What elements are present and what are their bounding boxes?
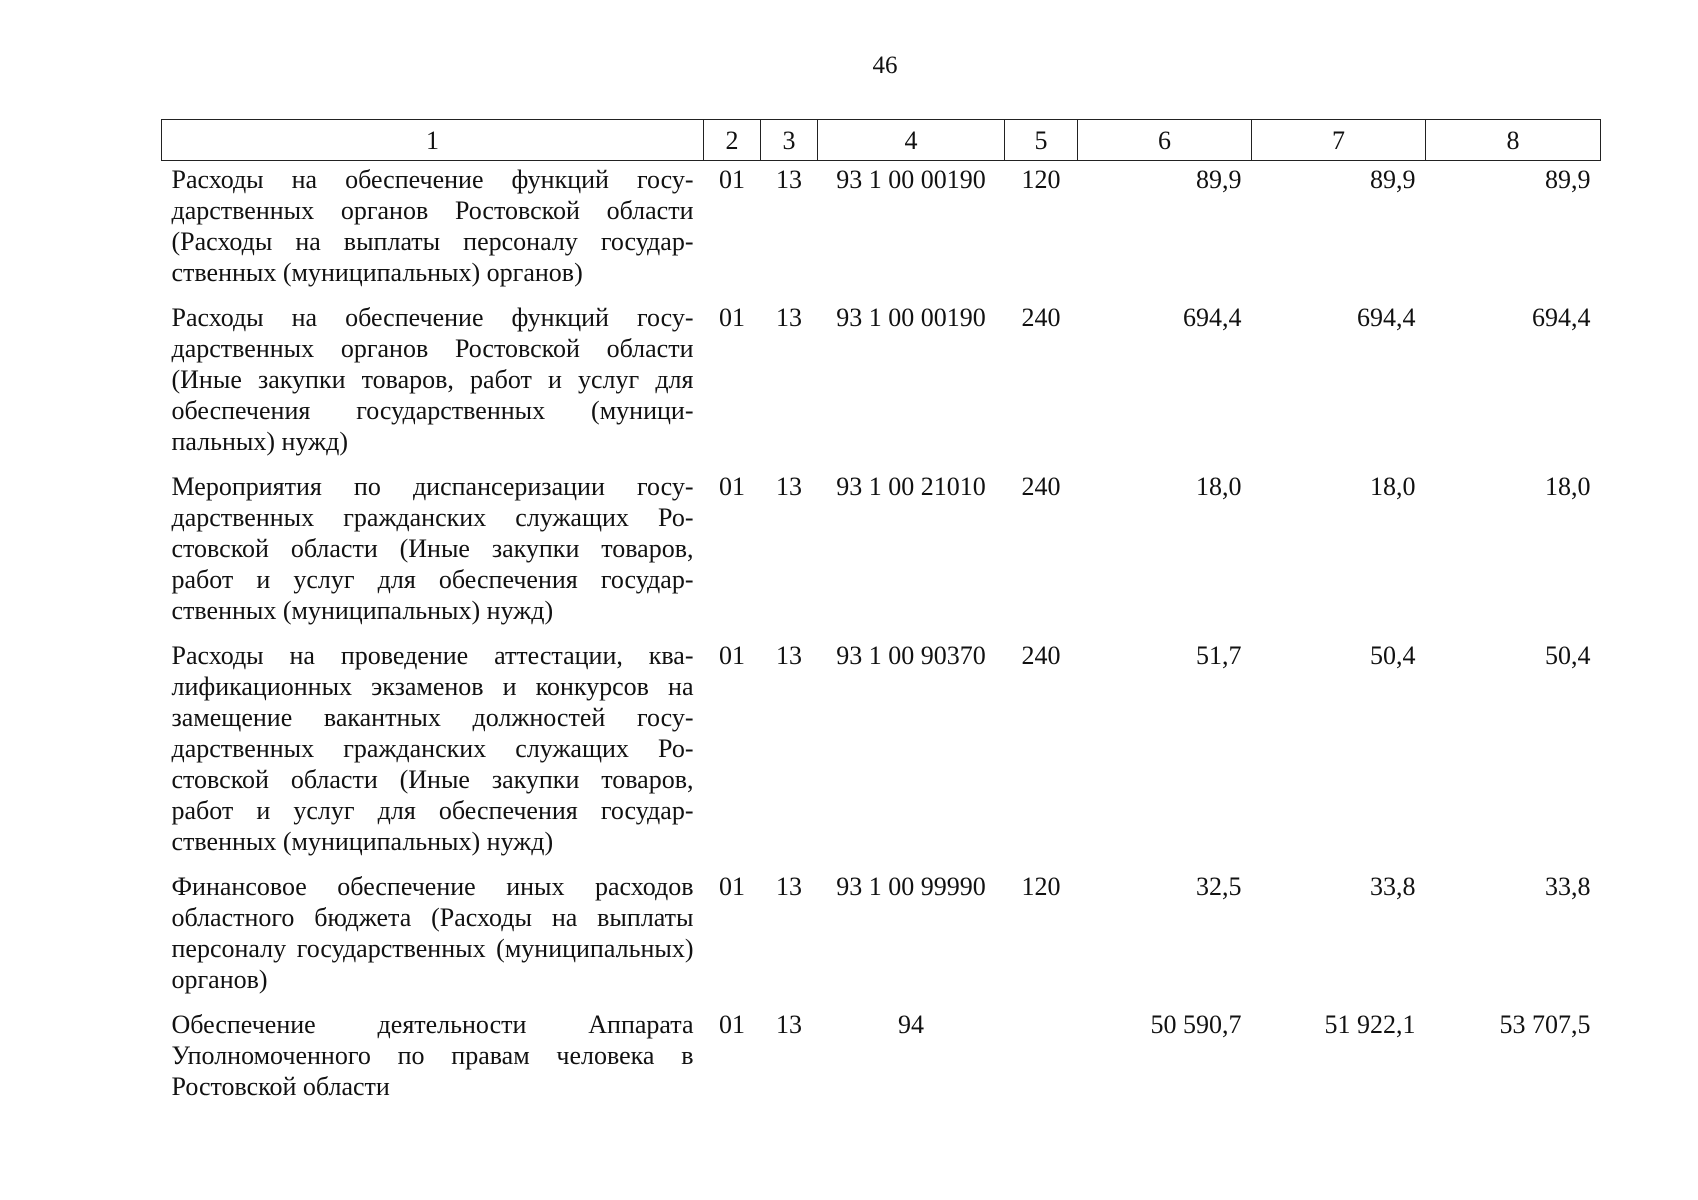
header-row	[162, 120, 1601, 161]
table-row	[162, 299, 1601, 468]
header-col-2: 2	[704, 120, 761, 161]
header-col-3: 3	[761, 120, 818, 161]
header-col-1: 1	[162, 120, 704, 161]
row-section: 01	[719, 1010, 745, 1039]
table-row	[162, 161, 1601, 300]
row-amount-3: 694,4	[1532, 303, 1591, 332]
row-expense-type: 120	[1021, 872, 1061, 901]
header-col-7: 7	[1252, 120, 1426, 161]
header-col-6: 6	[1078, 120, 1252, 161]
row-section: 01	[719, 872, 745, 901]
row-amount-1: 694,4	[1183, 303, 1242, 332]
row-amount-2: 694,4	[1357, 303, 1416, 332]
header-col-5: 5	[1005, 120, 1078, 161]
row-amount-2: 50,4	[1370, 641, 1416, 670]
row-subsection: 13	[776, 641, 802, 670]
table-row	[162, 637, 1601, 868]
row-subsection: 13	[776, 303, 802, 332]
row-section: 01	[719, 472, 745, 501]
row-name: Расходы на проведение аттестации, квалификационных экзаменов и конкурсов на замещение вакантных должностей государственных гражданских служащих Ростовской области (Иные закупки товаров, работ и услуг для обеспечения государственных (муниципальных) нужд)	[171, 641, 694, 856]
row-target-code: 94	[898, 1010, 924, 1039]
row-section: 01	[719, 165, 745, 194]
page-number: 46	[872, 52, 898, 79]
row-target-code: 93 1 00 99990	[836, 872, 986, 901]
table-header	[162, 120, 1601, 161]
row-expense-type	[1005, 1006, 1078, 1113]
row-target-code: 93 1 00 90370	[836, 641, 986, 670]
row-amount-3: 53 707,5	[1499, 1010, 1591, 1039]
row-amount-1: 18,0	[1196, 472, 1242, 501]
table-row	[162, 868, 1601, 1006]
table-body	[162, 161, 1601, 1114]
row-amount-2: 33,8	[1370, 872, 1416, 901]
row-amount-3: 89,9	[1545, 165, 1591, 194]
row-amount-1: 89,9	[1196, 165, 1242, 194]
row-target-code: 93 1 00 21010	[836, 472, 986, 501]
row-expense-type: 240	[1021, 472, 1061, 501]
row-amount-2: 51 922,1	[1324, 1010, 1416, 1039]
row-target-code: 93 1 00 00190	[836, 303, 986, 332]
header-col-8: 8	[1426, 120, 1601, 161]
table-row	[162, 468, 1601, 637]
row-amount-3: 50,4	[1545, 641, 1591, 670]
row-amount-3: 18,0	[1545, 472, 1591, 501]
row-amount-1: 51,7	[1196, 641, 1242, 670]
row-amount-1: 32,5	[1196, 872, 1242, 901]
row-amount-1: 50 590,7	[1150, 1010, 1242, 1039]
row-amount-2: 18,0	[1370, 472, 1416, 501]
row-name: Мероприятия по диспансеризации государственных гражданских служащих Ростовской области (Иные закупки товаров, работ и услуг для обеспечения государственных (муниципальных) нужд)	[171, 472, 694, 625]
table-row	[162, 1006, 1601, 1113]
row-amount-2: 89,9	[1370, 165, 1416, 194]
row-name: Финансовое обеспечение иных расходов областного бюджета (Расходы на выплаты персоналу государственных (муниципальных) органов)	[171, 872, 694, 994]
row-name: Обеспечение деятельности Аппарата Уполномоченного по правам человека в Ростовской области	[171, 1010, 694, 1101]
row-expense-type: 240	[1021, 641, 1061, 670]
row-section: 01	[719, 641, 745, 670]
row-section: 01	[719, 303, 745, 332]
row-amount-3: 33,8	[1545, 872, 1591, 901]
row-name: Расходы на обеспечение функций государственных органов Ростовской области (Расходы на выплаты персоналу государственных (муниципальных) органов)	[171, 165, 694, 287]
row-subsection: 13	[776, 1010, 802, 1039]
row-expense-type: 120	[1021, 165, 1061, 194]
row-expense-type: 240	[1021, 303, 1061, 332]
row-subsection: 13	[776, 872, 802, 901]
row-subsection: 13	[776, 472, 802, 501]
row-name: Расходы на обеспечение функций государственных органов Ростовской области (Иные закупки товаров, работ и услуг для обеспечения государственных (муниципальных) нужд)	[171, 303, 694, 456]
budget-table	[161, 119, 1601, 1113]
row-target-code: 93 1 00 00190	[836, 165, 986, 194]
row-subsection: 13	[776, 165, 802, 194]
header-col-4: 4	[818, 120, 1005, 161]
